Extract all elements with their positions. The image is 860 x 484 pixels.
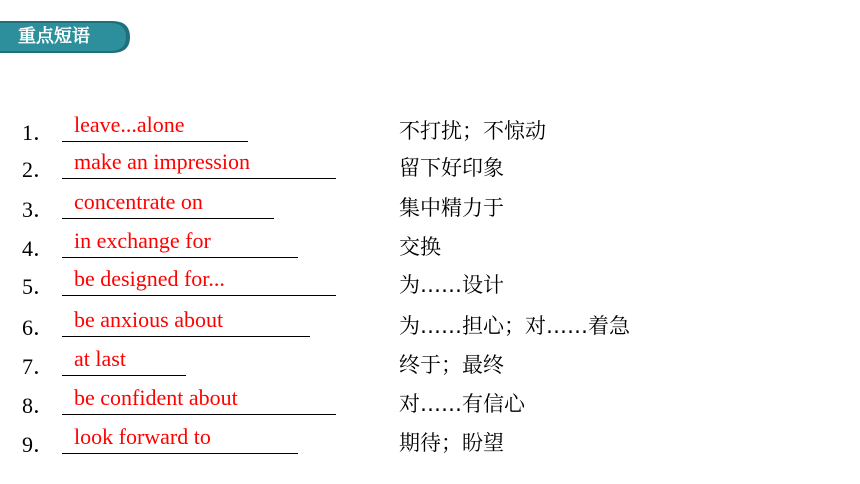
item-number: 7． bbox=[22, 354, 56, 379]
item-number: 1． bbox=[22, 120, 56, 145]
meaning-text: 为……设计 bbox=[399, 273, 504, 297]
list-item bbox=[0, 228, 860, 262]
item-number: 5． bbox=[22, 274, 56, 299]
list-item bbox=[0, 266, 860, 300]
item-number: 3． bbox=[22, 197, 56, 222]
answer-blank bbox=[62, 414, 336, 415]
answer-blank bbox=[62, 336, 310, 337]
list-item bbox=[0, 307, 860, 341]
answer-text: at last bbox=[74, 346, 126, 371]
list-item bbox=[0, 346, 860, 380]
item-number: 9． bbox=[22, 432, 56, 457]
meaning-text: 期待；盼望 bbox=[399, 431, 504, 455]
meaning-text: 留下好印象 bbox=[399, 156, 504, 180]
answer-text: be confident about bbox=[74, 385, 238, 410]
answer-text: leave...alone bbox=[74, 112, 185, 137]
list-item bbox=[0, 385, 860, 419]
answer-blank bbox=[62, 178, 336, 179]
list-item bbox=[0, 189, 860, 223]
answer-blank bbox=[62, 141, 248, 142]
answer-text: make an impression bbox=[74, 149, 250, 174]
answer-blank bbox=[62, 453, 298, 454]
answer-blank bbox=[62, 218, 274, 219]
meaning-text: 不打扰；不惊动 bbox=[399, 119, 546, 143]
answer-blank bbox=[62, 375, 186, 376]
item-number: 4． bbox=[22, 236, 56, 261]
answer-blank bbox=[62, 257, 298, 258]
item-number: 8． bbox=[22, 393, 56, 418]
answer-text: be anxious about bbox=[74, 307, 224, 332]
answer-text: look forward to bbox=[74, 424, 211, 449]
item-number: 6． bbox=[22, 315, 56, 340]
item-number: 2． bbox=[22, 157, 56, 182]
meaning-text: 终于；最终 bbox=[399, 353, 504, 377]
meaning-text: 为……担心；对……着急 bbox=[399, 314, 630, 338]
list-item bbox=[0, 424, 860, 458]
meaning-text: 集中精力于 bbox=[399, 196, 504, 220]
list-item bbox=[0, 112, 860, 146]
answer-blank bbox=[62, 295, 336, 296]
answer-text: in exchange for bbox=[74, 228, 211, 253]
answer-text: concentrate on bbox=[74, 189, 203, 214]
list-item bbox=[0, 149, 860, 183]
section-title: 重点短语 bbox=[18, 26, 90, 47]
meaning-text: 对……有信心 bbox=[399, 392, 525, 416]
meaning-text: 交换 bbox=[399, 235, 441, 259]
answer-text: be designed for... bbox=[74, 266, 225, 291]
